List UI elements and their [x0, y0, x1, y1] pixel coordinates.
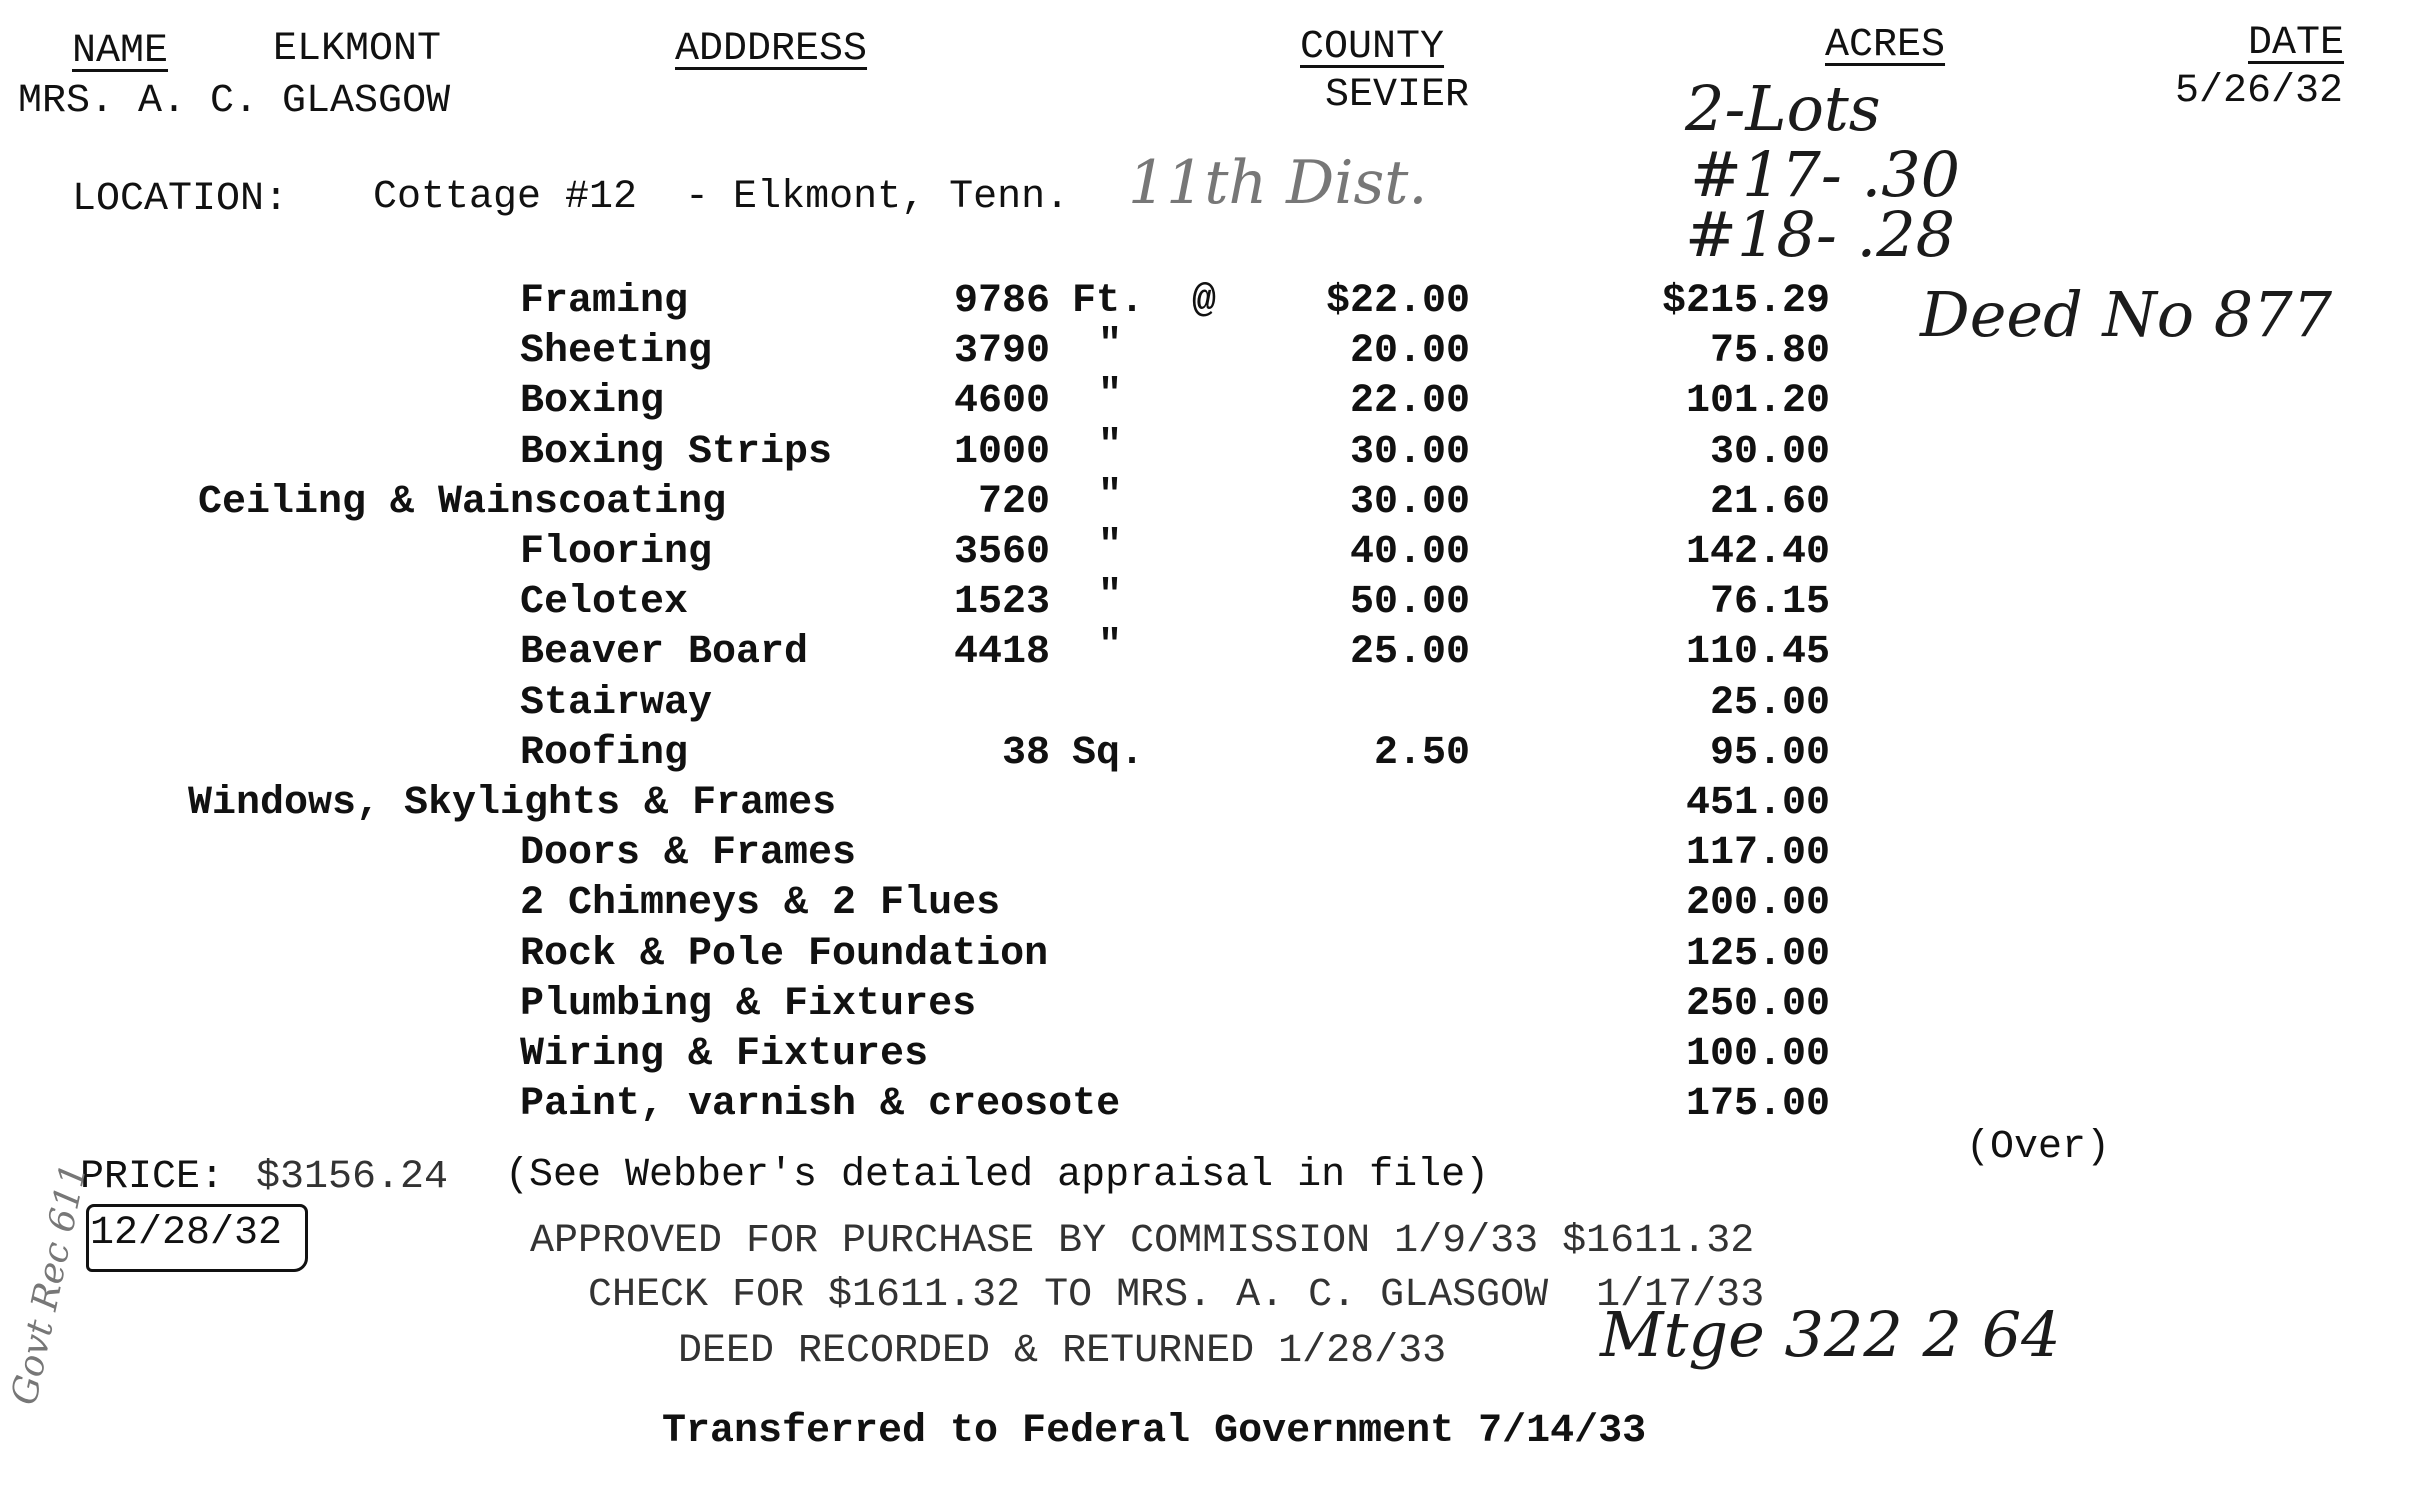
item-unit: " — [1098, 423, 1123, 469]
approved-line: APPROVED FOR PURCHASE BY COMMISSION 1/9/33 $1611.32 — [530, 1219, 1755, 1264]
item-rate: 30.00 — [1349, 479, 1470, 525]
check-line: CHECK FOR $1611.32 TO MRS. A. C. GLASGOW 1/17/33 — [588, 1273, 1765, 1318]
county-value: SEVIER — [1325, 73, 1470, 118]
item-rate: 40.00 — [1349, 530, 1470, 575]
location-label: LOCATION: — [72, 177, 289, 222]
item-amount: $215.29 — [1661, 279, 1830, 324]
price-label: PRICE: — [80, 1155, 225, 1200]
item-name: Flooring — [520, 530, 713, 575]
name-value: MRS. A. C. GLASGOW — [18, 79, 451, 124]
item-amount: 200.00 — [1685, 881, 1830, 927]
item-rate: 50.00 — [1349, 580, 1470, 626]
item-amount: 100.00 — [1685, 1032, 1830, 1077]
item-amount: 110.45 — [1685, 630, 1830, 676]
handwritten-deed-no: Deed No 877 — [1920, 278, 2333, 351]
item-name: Doors & Frames — [520, 831, 857, 877]
item-unit: Sq. — [1072, 730, 1145, 776]
location-value: Cottage #12 - Elkmont, Tenn. — [373, 175, 1070, 220]
item-name: Windows, Skylights & Frames — [188, 781, 837, 826]
handwritten-mortgage: Mtge 322 2 64 — [1600, 1298, 2061, 1371]
over-note: (Over) — [1966, 1125, 2111, 1170]
item-amount: 125.00 — [1685, 931, 1830, 977]
item-rate: 2.50 — [1373, 730, 1470, 776]
item-unit: " — [1098, 524, 1123, 569]
name-label: NAME — [72, 29, 169, 74]
item-name: Framing — [520, 279, 689, 324]
item-name: Celotex — [520, 580, 689, 626]
item-amount: 76.15 — [1709, 580, 1830, 626]
item-quantity: 3560 — [953, 530, 1050, 575]
item-name: Beaver Board — [520, 630, 809, 676]
date-label: DATE — [2248, 21, 2345, 66]
price-note: (See Webber's detailed appraisal in file) — [505, 1153, 1490, 1198]
county-label: COUNTY — [1300, 25, 1445, 70]
item-amount: 175.00 — [1685, 1082, 1830, 1128]
date-value: 5/26/32 — [2175, 69, 2344, 114]
address-label: ADDDRESS — [675, 27, 868, 72]
handwritten-lots: 2-Lots — [1685, 72, 1881, 145]
name-place: ELKMONT — [273, 27, 442, 72]
item-amount: 101.20 — [1685, 379, 1830, 425]
item-quantity: 4600 — [953, 379, 1050, 425]
item-amount: 117.00 — [1685, 831, 1830, 877]
acres-label: ACRES — [1825, 23, 1946, 68]
item-unit: " — [1098, 473, 1123, 519]
item-unit: " — [1098, 624, 1123, 670]
handwritten-margin-note: Govt Rec 611 — [4, 1159, 96, 1409]
item-rate: 20.00 — [1349, 329, 1470, 375]
item-name: Wiring & Fixtures — [520, 1032, 929, 1077]
item-name: 2 Chimneys & 2 Flues — [520, 881, 1001, 927]
item-unit: " — [1098, 373, 1123, 419]
item-amount: 21.60 — [1709, 479, 1830, 525]
item-name: Boxing Strips — [520, 429, 833, 475]
item-amount: 142.40 — [1685, 530, 1830, 575]
item-name: Rock & Pole Foundation — [520, 931, 1049, 977]
item-unit: Ft. — [1072, 279, 1145, 324]
item-unit: " — [1098, 574, 1123, 620]
item-rate: 22.00 — [1349, 379, 1470, 425]
item-name: Sheeting — [520, 329, 713, 375]
item-name: Boxing — [520, 379, 665, 425]
item-amount: 451.00 — [1685, 781, 1830, 826]
item-rate: 25.00 — [1349, 630, 1470, 676]
item-name: Plumbing & Fixtures — [520, 981, 977, 1027]
item-unit: " — [1098, 323, 1123, 369]
item-quantity: 1000 — [953, 429, 1050, 475]
item-name: Stairway — [520, 680, 713, 726]
item-quantity: 3790 — [953, 329, 1050, 375]
handwritten-lot-18: #18- .28 — [1685, 198, 1956, 271]
item-amount: 75.80 — [1709, 329, 1830, 375]
item-amount: 30.00 — [1709, 429, 1830, 475]
item-at: @ — [1192, 279, 1217, 324]
handwritten-district: 11th Dist. — [1128, 148, 1428, 218]
item-quantity: 9786 — [953, 279, 1050, 324]
boxed-date: 12/28/32 — [90, 1211, 283, 1256]
item-amount: 25.00 — [1709, 680, 1830, 726]
transferred-line: Transferred to Federal Government 7/14/33 — [662, 1409, 1647, 1454]
item-name: Ceiling & Wainscoating — [198, 479, 727, 525]
handwritten-lot-17: #17- .30 — [1690, 138, 1961, 211]
item-quantity: 720 — [977, 479, 1050, 525]
deed-line: DEED RECORDED & RETURNED 1/28/33 — [678, 1329, 1447, 1374]
item-quantity: 4418 — [953, 630, 1050, 676]
item-name: Roofing — [520, 730, 689, 776]
item-rate: 30.00 — [1349, 429, 1470, 475]
item-name: Paint, varnish & creosote — [520, 1082, 1121, 1128]
item-amount: 250.00 — [1685, 981, 1830, 1027]
item-quantity: 1523 — [953, 580, 1050, 626]
item-quantity: 38 — [1001, 730, 1050, 776]
item-rate: $22.00 — [1325, 279, 1470, 324]
price-value: $3156.24 — [256, 1155, 449, 1200]
item-amount: 95.00 — [1709, 730, 1830, 776]
